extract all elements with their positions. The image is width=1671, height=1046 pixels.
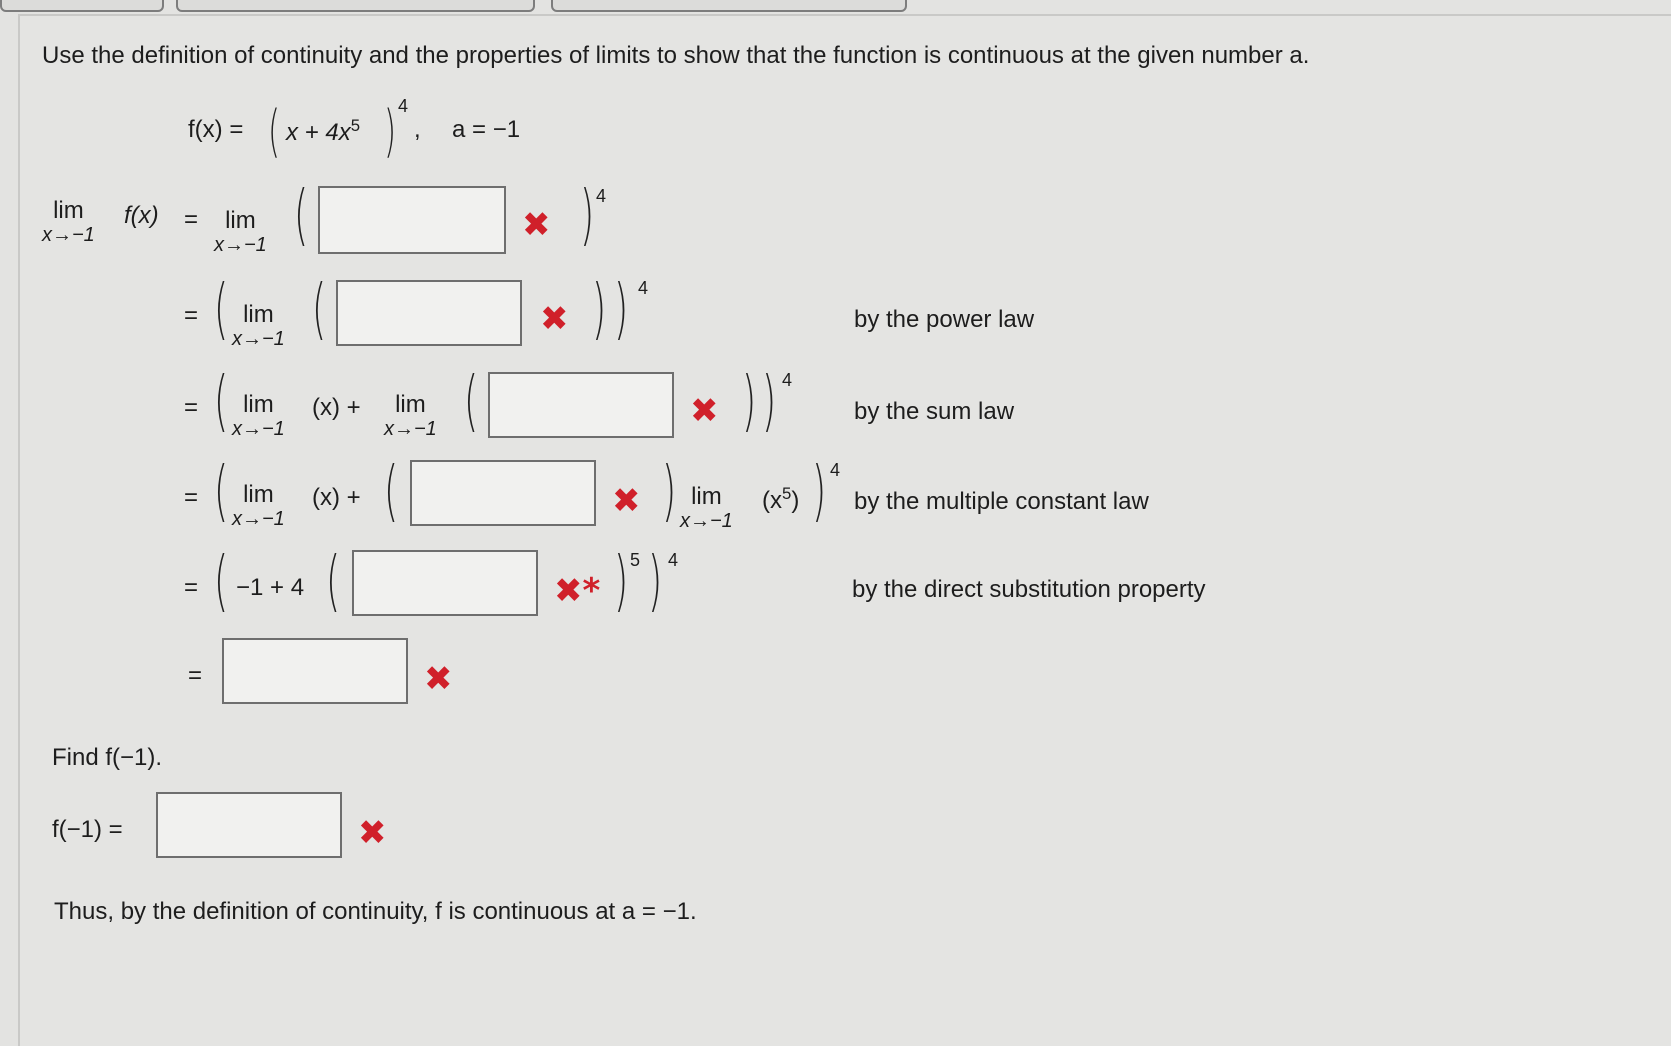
limit-operator: lim x→−1 bbox=[232, 301, 285, 350]
incorrect-mark-icon: ✖ bbox=[612, 481, 641, 521]
question-panel bbox=[18, 14, 1671, 1046]
conclusion-text: Thus, by the definition of continuity, f is continuous at a = −1. bbox=[54, 898, 697, 925]
close-paren: ) bbox=[384, 99, 397, 164]
equals-sign: = bbox=[184, 206, 199, 233]
open-paren: ( bbox=[214, 270, 229, 347]
incorrect-mark-icon: ✖ bbox=[522, 205, 551, 245]
reason-direct-substitution: by the direct substitution property bbox=[852, 576, 1206, 603]
exponent-4: 4 bbox=[596, 186, 607, 206]
function-definition bbox=[188, 116, 243, 144]
close-paren: ) bbox=[662, 452, 677, 529]
reason-multiple-constant-law: by the multiple constant law bbox=[854, 488, 1149, 515]
limit-operator: lim x→−1 bbox=[214, 207, 267, 256]
close-paren: ) bbox=[762, 362, 777, 439]
incorrect-mark-icon: ✖ bbox=[358, 813, 387, 853]
incorrect-mark-icon: ✖ bbox=[690, 391, 719, 431]
exponent-5: 5 bbox=[630, 550, 641, 570]
open-paren: ( bbox=[326, 542, 341, 619]
equals-sign: = bbox=[184, 394, 199, 421]
close-paren: ) bbox=[614, 542, 629, 619]
exponent-4: 4 bbox=[782, 370, 793, 390]
open-paren: ( bbox=[464, 362, 479, 439]
tab-middle[interactable] bbox=[176, 0, 535, 12]
answer-input-5[interactable] bbox=[352, 550, 538, 616]
function-lhs: f(x) = bbox=[188, 116, 244, 143]
incorrect-mark-icon: ✖* bbox=[554, 571, 601, 611]
open-paren: ( bbox=[214, 362, 229, 439]
close-paren: ) bbox=[592, 270, 607, 347]
answer-input-2[interactable] bbox=[336, 280, 522, 346]
equals-sign: = bbox=[188, 662, 203, 689]
top-tab-strip bbox=[0, 0, 1671, 14]
exponent-4: 4 bbox=[638, 278, 649, 298]
f-neg1-label: f(−1) = bbox=[52, 816, 123, 843]
outer-exponent: 4 bbox=[398, 96, 409, 116]
function-body: $x + 4x^5$ bbox=[286, 116, 361, 146]
open-paren: ( bbox=[268, 99, 281, 164]
answer-input-3[interactable] bbox=[488, 372, 674, 438]
equals-sign: = bbox=[184, 302, 199, 329]
close-paren: ) bbox=[812, 452, 827, 529]
limit-operator: lim x→−1 bbox=[680, 483, 733, 532]
equals-sign: = bbox=[184, 484, 199, 511]
tab-right[interactable] bbox=[551, 0, 907, 12]
answer-input-1[interactable] bbox=[318, 186, 506, 254]
exponent-4: 4 bbox=[668, 550, 679, 570]
x-plus-term: (x) + bbox=[312, 394, 361, 421]
f-neg1-input[interactable] bbox=[156, 792, 342, 858]
open-paren: ( bbox=[294, 176, 309, 253]
incorrect-mark-icon: ✖ bbox=[424, 659, 453, 699]
reason-sum-law: by the sum law bbox=[854, 398, 1015, 425]
inner-exponent: 5 bbox=[350, 116, 361, 135]
open-paren: ( bbox=[214, 452, 229, 529]
limit-operator: lim x→−1 bbox=[232, 391, 285, 440]
x-plus-term: (x) + bbox=[312, 484, 361, 511]
find-heading: Find f(−1). bbox=[52, 744, 163, 771]
given-a: a = −1 bbox=[452, 116, 521, 143]
close-paren: ) bbox=[648, 542, 663, 619]
equals-sign: = bbox=[184, 574, 199, 601]
incorrect-mark-icon: ✖ bbox=[540, 299, 569, 339]
reason-power-law: by the power law bbox=[854, 306, 1035, 333]
x5-term: $(x^5)$ bbox=[762, 484, 800, 514]
question-prompt: Use the definition of continuity and the properties of limits to show that the function is continuous at the given number a. bbox=[42, 42, 1310, 69]
answer-input-6[interactable] bbox=[222, 638, 408, 704]
close-paren: ) bbox=[742, 362, 757, 439]
limit-operator: lim x→−1 bbox=[384, 391, 437, 440]
open-paren: ( bbox=[312, 270, 327, 347]
f-of-x: f(x) bbox=[124, 202, 159, 229]
limit-operator: lim x→−1 bbox=[42, 197, 95, 246]
close-paren: ) bbox=[614, 270, 629, 347]
limit-operator: lim x→−1 bbox=[232, 481, 285, 530]
neg1-plus4-term: −1 + 4 bbox=[236, 574, 305, 601]
open-paren: ( bbox=[384, 452, 399, 529]
close-paren: ) bbox=[580, 176, 595, 253]
open-paren: ( bbox=[214, 542, 229, 619]
answer-input-4[interactable] bbox=[410, 460, 596, 526]
exponent-4: 4 bbox=[830, 460, 841, 480]
tab-left[interactable] bbox=[0, 0, 164, 12]
